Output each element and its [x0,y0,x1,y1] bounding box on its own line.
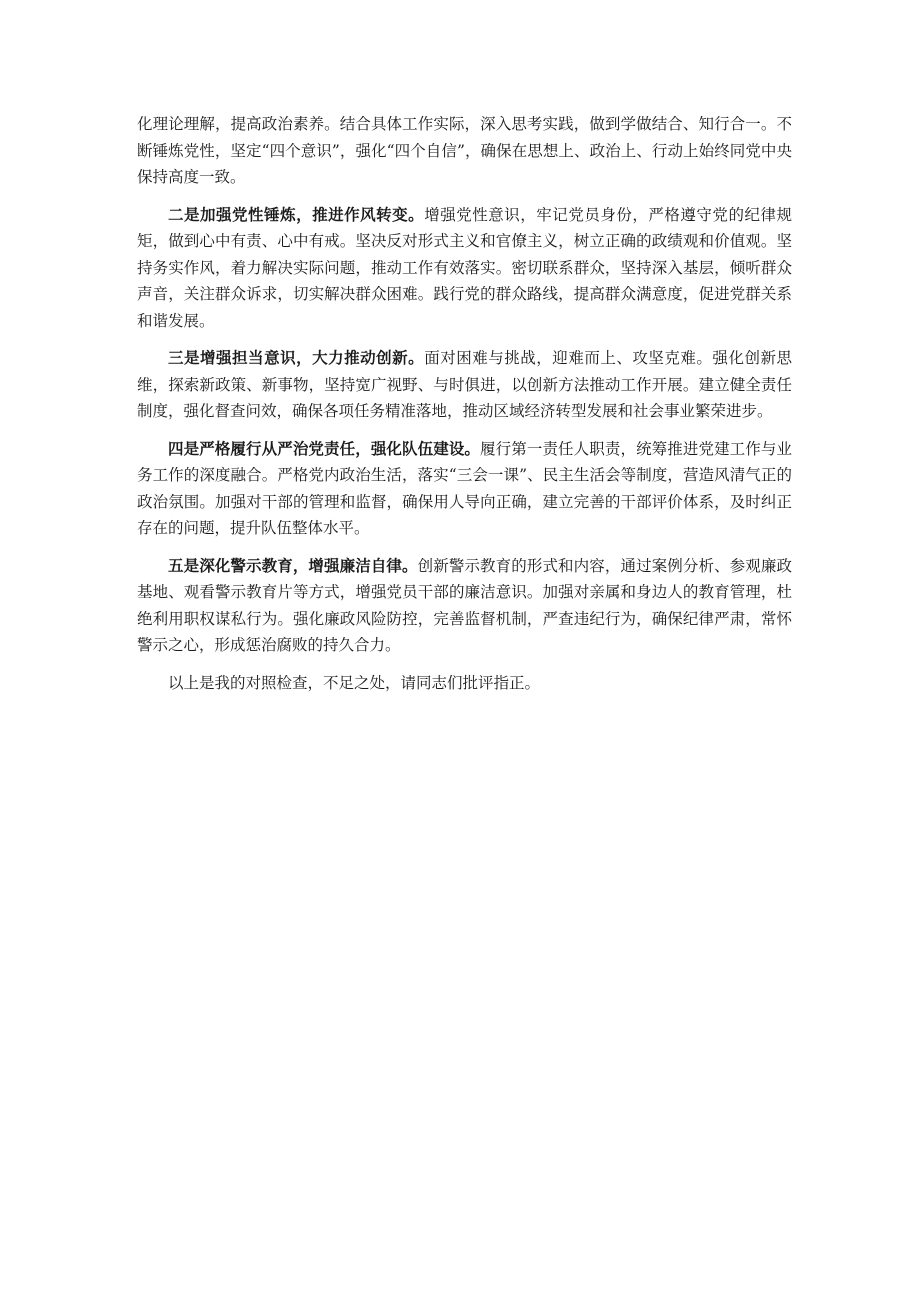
paragraph-point-3 [137,345,792,425]
paragraph-lead: 三是增强担当意识，大力推动创新。 [168,348,425,367]
paragraph-text: 履行第一责任人职责，统筹推进党建工作与业务工作的深度融合。严格党内政治生活，落实“三会一课”、民主生活会等制度，营造风清气正的政治氛围。加强对干部的管理和监督，确保用人导向正确，建立完善的干部评价体系，及时纠正存在的问题，提升队伍整体水平。 [137,439,792,537]
closing-paragraph [137,670,792,697]
document-body [137,111,792,707]
paragraph-continuation [137,111,792,191]
paragraph-text: 面对困难与挑战，迎难而上、攻坚克难。强化创新思维，探索新政策、新事物，坚持宽广视野、与时俱进，以创新方法推动工作开展。建立健全责任制度，强化督查问效，确保各项任务精准落地，推动区域经济转型发展和社会事业繁荣进步。 [137,349,792,420]
paragraph-text: 化理论理解，提高政治素养。结合具体工作实际，深入思考实践，做到学做结合、知行合一。不断锤炼党性，坚定“四个意识”，强化“四个自信”，确保在思想上、政治上、行动上始终同党中央保持高度一致。 [137,115,792,186]
paragraph-lead: 五是深化警示教育，增强廉洁自律。 [168,555,418,575]
paragraph-point-5 [137,553,792,659]
paragraph-point-4 [137,436,792,542]
paragraph-text: 创新警示教育的形式和内容，通过案例分析、参观廉政基地、观看警示教育片等方式，增强党员干部的廉洁意识。加强对亲属和身边人的教育管理，杜绝利用职权谋私行为。强化廉政风险防控，完善监督机制，严查违纪行为，确保纪律严肃，常怀警示之心，形成惩治腐败的持久合力。 [137,556,792,654]
paragraph-text: 增强党性意识，牢记党员身份，严格遵守党的纪律规矩，做到心中有责、心中有戒。坚决反对形式主义和官僚主义，树立正确的政绩观和价值观。坚持务实作风，着力解决实际问题，推动工作有效落实。密切联系群众，坚持深入基层，倾听群众声音，关注群众诉求，切实解决群众困难。践行党的群众路线，提高群众满意度，促进党群关系和谐发展。 [137,205,792,330]
paragraph-text: 以上是我的对照检查，不足之处，请同志们批评指正。 [168,673,541,692]
paragraph-lead: 二是加强党性锤炼，推进作风转变。 [168,204,425,224]
paragraph-point-2 [137,202,792,335]
paragraph-lead: 四是严格履行从严治党责任，强化队伍建设。 [168,438,481,458]
